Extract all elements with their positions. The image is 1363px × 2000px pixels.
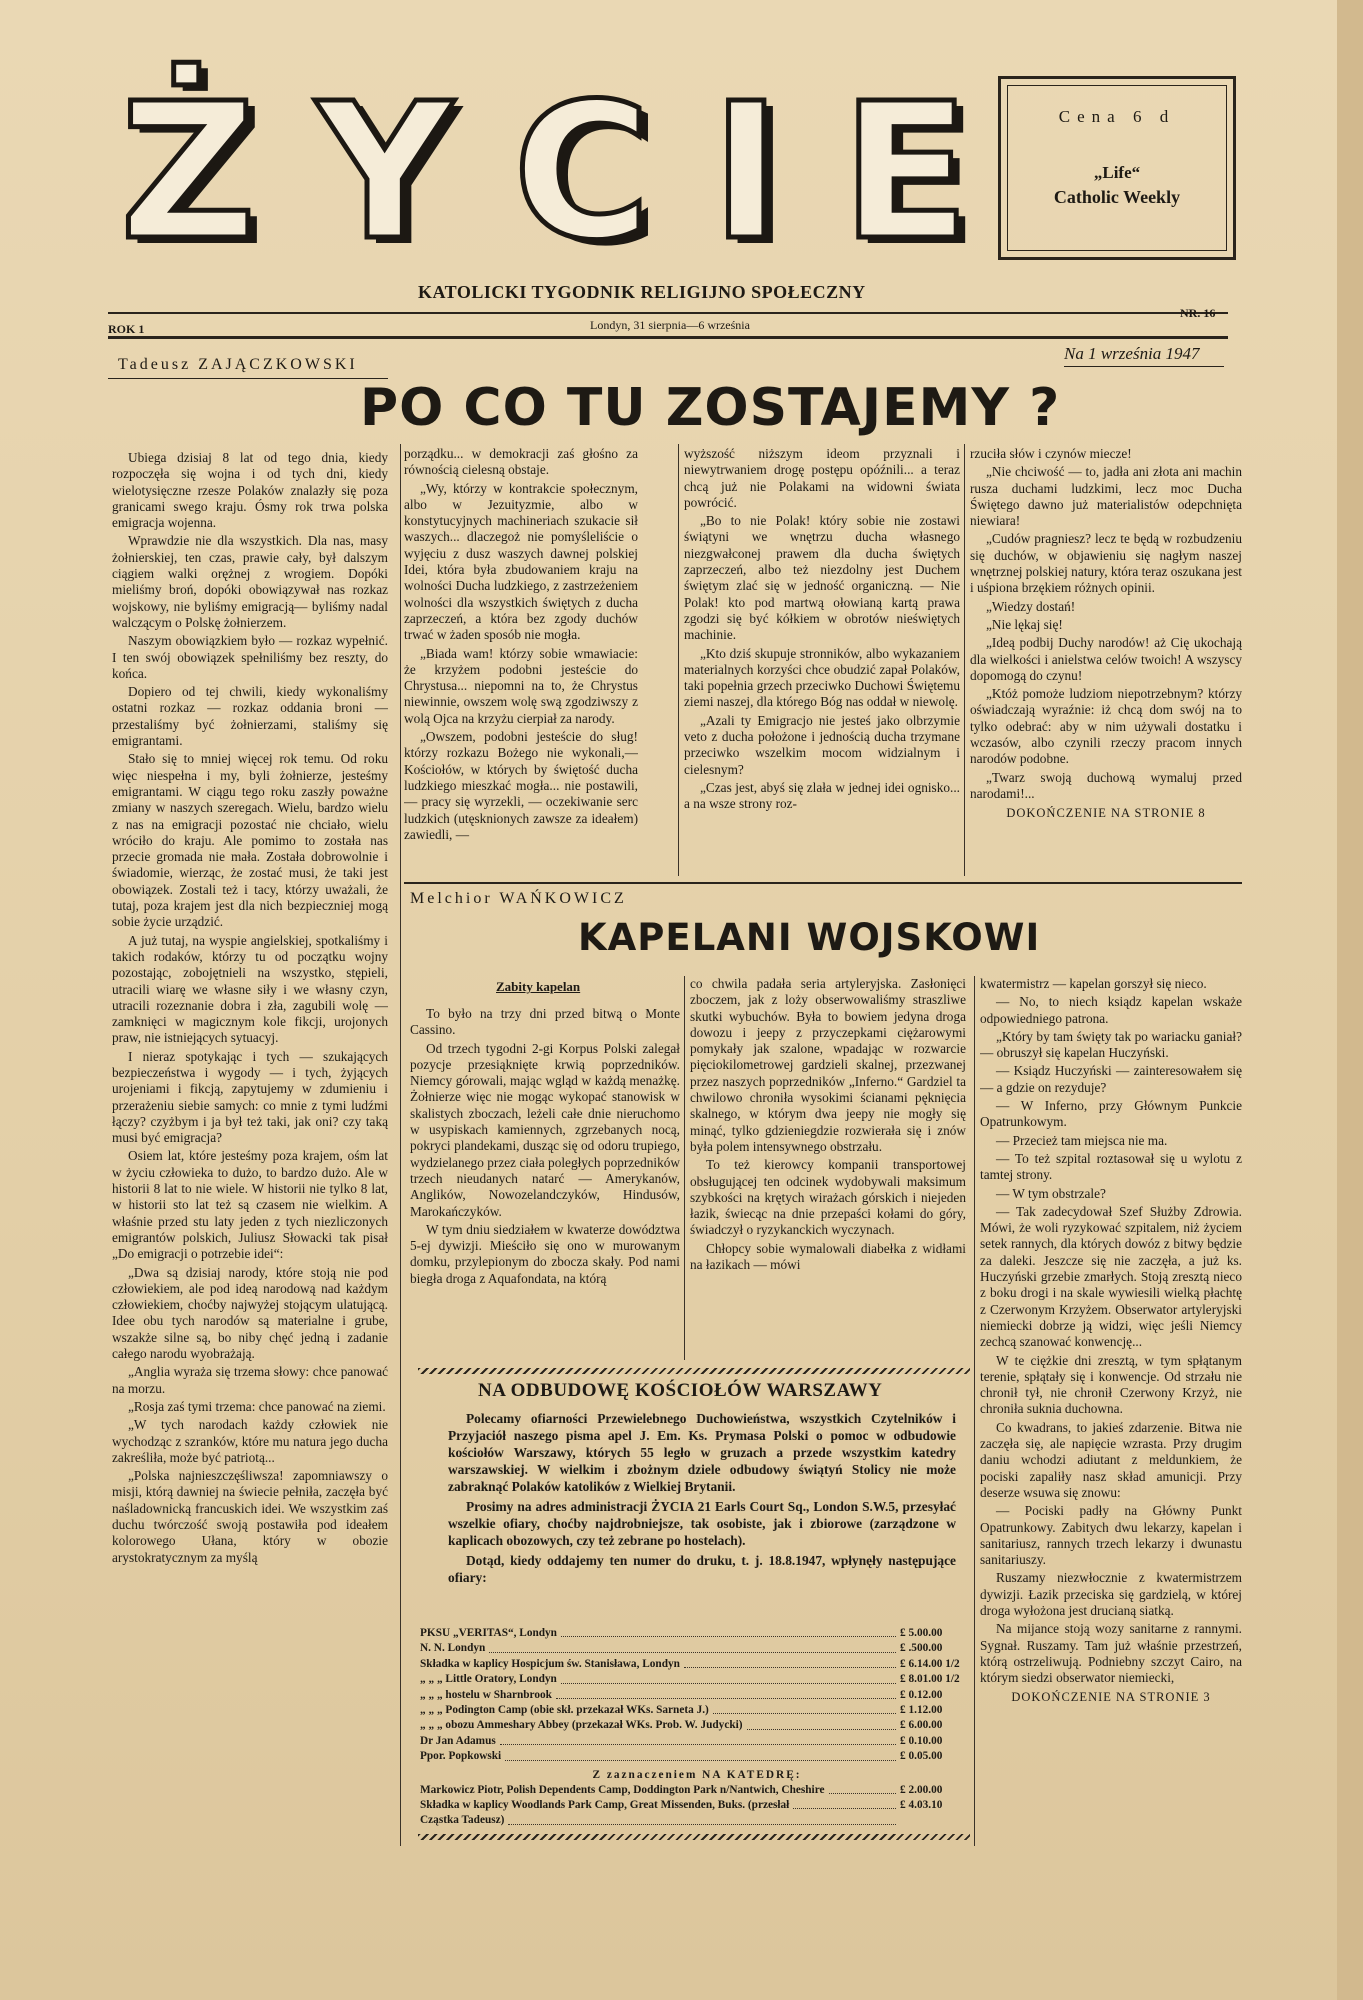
paragraph: „Wiedzy dostań! xyxy=(986,598,1076,614)
column-divider xyxy=(678,444,679,876)
price: Cena 6 d xyxy=(1058,107,1176,126)
paragraph: Wprawdzie nie dla wszystkich. Dla nas, masy żołnierskiej, ten czas, prawie cały, był dalszym ciągiem walki orężnej z wrogiem. Dopóki mieliśmy broń, dopóki obowiązywał nas rozkaz wojskowy, nie byliśmy emigracją— byliśmy nadal walczącym o Polskę żołnierzem. xyxy=(112,533,388,630)
paragraph: „Czas jest, abyś się zlała w jednej idei ognisko... a na wsze strony roz- xyxy=(684,779,960,812)
paragraph: To też kierowcy kompanii transportowej obsługującej ten odcinek wydobywali maksimum szybkości na krętych wirażach górskich i niejeden łazik, świecąc na dnie przepaści kołami do góry, świadczył o ryzykanckich wyczynach. xyxy=(690,1157,966,1238)
paragraph: Ubiega dzisiaj 8 lat od tego dnia, kiedy rozpoczęła się wojna i od tych dni, kiedy wielotysięczne rzesze Polaków znalazły się poza granicami swego kraju. Ósmy rok trwa polska emigracja wojenna. xyxy=(112,450,388,531)
article2-column-3 xyxy=(980,976,1242,1846)
paragraph: Co kwadrans, to jakieś zdarzenie. Bitwa nie zaczęła się, ale napięcie wzrasta. Przy drugim daniu wchodzi adiutant z meldunkiem, że pociski zapaliły nasz skład amunicji. Przy deserze wsuwa się znowu: xyxy=(980,1419,1242,1500)
donation-amount: £ 1.12.00 xyxy=(900,1703,943,1716)
paragraph: wyższość niższym ideom przyznali i niewytrwaniem drogę postępu opóźnili... a teraz chcą już nie Polakami na widowni świata powrócić. xyxy=(684,446,960,510)
donation-row xyxy=(420,1734,974,1749)
catholic-weekly-label: Catholic Weekly xyxy=(1053,187,1181,207)
paragraph: „Bo to nie Polak! który sobie nie zostawi świątyni we wnętrzu ducha własnego niezgwałconej prawem dla ducha świętych zaprzeczeń, albo też niezdolny jest Duchem świętym zlać się w jedność organiczną. — Nie Polak! kto pod martwą ołowianą kartą prawa zgodzi się być kółkiem w obrotów nieświętych machinie. xyxy=(684,513,960,643)
leader-dots xyxy=(684,1657,896,1668)
paragraph: W te ciężkie dni zresztą, w tym spłątanym terenie, spłątały się i konwencje. Od strzału nie chronił tył, nie chronił Czerwony Krzyż, nie chroniła suknia duchowna. xyxy=(980,1352,1242,1417)
paragraph: I nieraz spotykając i tych — szukających bezpieczeństwa i wygody — i tych, żyjących urojeniami i fikcją, zapytujemy w zdumieniu i przerażeniu siebie samych: co mnie z tymi ludźmi łączy? czyżbym i ja był też taki, jak oni? czy taką musi być emigracja? xyxy=(112,1048,388,1146)
price-box xyxy=(998,76,1236,260)
leader-dots xyxy=(508,1813,896,1824)
article2-column-1 xyxy=(410,1006,680,1358)
column-divider xyxy=(964,444,965,876)
paragraph: „Owszem, podobni jesteście do sług! którzy rozkazu Bożego nie wykonali,— Kościołów, w których by świętość ducha ludzkiego mieszkać mogła... nie postawili, — pracy się wyrzekli, — oczekiwanie serc ludzkich (utęsknionych zawsze za ideałem) zawiedli, — xyxy=(404,729,638,842)
donor-name: „ „ „ hostelu w Sharnbrook xyxy=(420,1688,552,1701)
paragraph: „Nie chciwość — to, jadła ani złota ani machin rusza duchami ludzkimi, lecz moc Ducha Świętego dawno już materialistów odepchnięta niewiara! xyxy=(970,464,1242,529)
paragraph: — W tym obstrzale? xyxy=(996,1185,1106,1201)
donation-amount: £ 0.12.00 xyxy=(900,1688,943,1701)
donation-amount: £ 0.10.00 xyxy=(900,1734,943,1747)
article1-column-3 xyxy=(684,446,960,874)
donation-row xyxy=(420,1749,974,1764)
donor-name: Składka w kaplicy Hospicjum św. Stanisława, Londyn xyxy=(420,1657,680,1670)
paragraph: Naszym obowiązkiem było — rozkaz wypełnić. I ten swój obowiązek spełniliśmy bez reszty, do końca. xyxy=(112,633,388,681)
masthead-rule-top xyxy=(108,312,1228,314)
paragraph: Dopiero od tej chwili, kiedy wykonaliśmy ostatni rozkaz — rozkaz oddania broni — przestaliśmy być żołnierzami, staliśmy się emigrantami. xyxy=(112,684,388,749)
paragraph: — Pociski padły na Główny Punkt Opatrunkowy. Zabitych dwu lekarzy, kapelan i sanitariusz, rannych trzech lekarzy i dwunastu sanitariuszy. xyxy=(980,1503,1242,1568)
appeal-paragraph: Polecamy ofiarności Przewielebnego Duchowieństwa, wszystkich Czytelników i Przyjaciół naszego pisma apel J. Em. Ks. Prymasa Polski o pomoc w odbudowie kościołów Warszawy, których 55 legło w gruzach a przede wszystkim katedry warszawskiej. W wielkim i zbożnym dziele odbudowy świątyń Stolicy nie może zabraknąć Polaków katolików z Wielkiej Brytanii. xyxy=(448,1411,956,1494)
donor-name: PKSU „VERITAS“, Londyn xyxy=(420,1627,557,1639)
volume-label: ROK 1 xyxy=(108,322,145,336)
donor-name: Ppor. Popkowski xyxy=(420,1750,502,1763)
donation-row xyxy=(420,1657,974,1672)
paragraph: — Tak zadecydował Szef Służby Zdrowia. Mówi, że woli ryzykować szpitalem, niż życiem setek rannych, dla których dowóz z bitwy będzie za daleki. Jeszcze się nie zaczęła, a już ks. Huczyński grzebie zmarłych. Stoją zresztą nieco z boku drogi i na skale wywiesili wielką płachtę z Czerwonym Krzyżem. Obserwator artyleryjski niemiecki dobrze ją widzi, więc jeśli Niemcy zechcą szanować konwencję... xyxy=(980,1203,1242,1350)
paragraph: kwatermistrz — kapelan gorszył się nieco. xyxy=(980,976,1207,991)
donation-amount: £ 2.00.00 xyxy=(900,1783,943,1796)
donation-row xyxy=(420,1626,974,1641)
leader-dots xyxy=(747,1718,896,1729)
paragraph: — Ksiądz Huczyński — zainteresowałem się — a gdzie on rezyduje? xyxy=(980,1063,1242,1095)
paragraph: „Któż pomoże ludziom niepotrzebnym? którzy oświadczają wyraźnie: iż chcą dom swój na to tylko odebrać: aby w nim używali dostatku i wczasów, albo czynili rzeczy pracom innych narodów podobne. xyxy=(970,686,1242,767)
donation-row xyxy=(420,1672,974,1687)
issue-date: Na 1 września 1947 xyxy=(1064,344,1200,363)
paragraph: — Przecież tam miejsca nie ma. xyxy=(996,1132,1168,1148)
donor-name: „ „ „ obozu Ammeshary Abbey (przekazał WKs. Prob. W. Judycki) xyxy=(420,1719,743,1732)
leader-dots xyxy=(561,1626,896,1637)
continued-note: DOKOŃCZENIE NA STRONIE 3 xyxy=(1011,1690,1211,1705)
donation-amount: £ 4.03.10 xyxy=(900,1798,943,1811)
paragraph: — W Inferno, przy Głównym Punkcie Opatrunkowym. xyxy=(980,1098,1242,1130)
donation-row xyxy=(420,1641,974,1656)
donation-amount: £ 6.00.00 xyxy=(900,1719,943,1732)
appeal-paragraph: Dotąd, kiedy oddajemy ten numer do druku, t. j. 18.8.1947, wpłynęły następujące ofiary: xyxy=(448,1553,956,1585)
paragraph: „Nie lękaj się! xyxy=(986,616,1063,632)
paragraph: — No, to niech ksiądz kapelan wskaże odpowiedniego patrona. xyxy=(980,994,1242,1026)
donor-name: N. N. Londyn xyxy=(420,1642,486,1655)
price-box-inner-frame xyxy=(1007,85,1227,251)
article1-column-2 xyxy=(404,446,638,874)
leader-dots xyxy=(713,1703,896,1714)
paragraph: A już tutaj, na wyspie angielskiej, spotkaliśmy i takich rodaków, którzy tu od początku wojny pozostając, zobojętnieli na wszystko, stępieli, utracili wiarę we własne siły i we własny czyn, utracili rozeznanie dobra i zła, zagubili wolę — zamknięci w magicznym kole fikcji, urojonych praw, nie istniejących sytuacyj. xyxy=(112,932,388,1046)
article2-column-2 xyxy=(690,976,966,1360)
leader-dots xyxy=(793,1798,896,1809)
donation-amount: £ 8.01.00 1/2 xyxy=(900,1673,960,1686)
appeal-body xyxy=(448,1410,956,1589)
donation-row xyxy=(420,1783,974,1798)
article1-headline: PO CO TU ZOSTAJEMY ? xyxy=(360,378,1061,438)
paragraph: — To też szpital roztasował się u wylotu z tamtej strony. xyxy=(980,1150,1242,1183)
leader-dots xyxy=(505,1749,896,1760)
life-label: „Life“ xyxy=(1093,163,1141,182)
masthead-letter: Ż xyxy=(120,63,267,282)
article1-column-4 xyxy=(970,446,1242,874)
article1-author: Tadeusz ZAJĄCZKOWSKI xyxy=(118,356,358,373)
donor-name: Dr Jan Adamus xyxy=(420,1734,496,1747)
paragraph: rzuciła słów i czynów miecze! xyxy=(970,446,1132,461)
paragraph: W tym dniu siedziałem w kwaterze dowództwa 5-ej dywizji. Mieściło się ono w murowanym domku, przylepionym do zbocza skały. Pod nami biegła droga z Aquafondata, na którą xyxy=(410,1221,680,1286)
paragraph: „Ideą podbij Duchy narodów! aż Cię ukochają dla wielkości i anielstwa celów twoich! A wszyscy dopomogą do czynu! xyxy=(970,635,1242,683)
donation-amount: £ 5.00.00 xyxy=(900,1627,943,1639)
article1-column-1 xyxy=(112,450,388,1846)
donation-row xyxy=(420,1688,974,1703)
masthead-letter: Y xyxy=(316,63,463,282)
paragraph: „Cudów pragniesz? lecz te będą w rozbudzeniu się duchów, w objawieniu się nagłym naszej wnętrznej polskiej natury, która teraz oszukana jest i uśpiona brzękiem różnych opinii. xyxy=(970,531,1242,596)
donation-amount: £ 0.05.00 xyxy=(900,1750,943,1763)
donor-name: Markowicz Piotr, Polish Dependents Camp, Doddington Park n/Nantwich, Cheshire xyxy=(420,1783,825,1796)
paragraph: Chłopcy sobie wymalowali diabełka z widłami na łazikach — mówi xyxy=(690,1240,966,1273)
paragraph: „Dwa są dzisiaj narody, które stoją nie pod człowiekiem, ale pod ideą narodową nad każdym człowiekiem, choćby najwyżej stojącym ulatującą. Idee obu tych narodów są materialne i grube, wszakże silne są, bo niby chęć jedną i zadanie całego narodu wyobrażają. xyxy=(112,1264,388,1362)
donation-amount xyxy=(900,1813,974,1828)
column-divider xyxy=(974,976,975,1846)
article2-author: Melchior WAŃKOWICZ xyxy=(410,890,627,907)
appeal-border-top xyxy=(418,1368,970,1374)
issue-date-underline xyxy=(1064,366,1224,367)
column-divider xyxy=(400,444,401,1846)
paragraph: co chwila padała seria artyleryjska. Zasłonięci zboczem, jak z loży obserwowaliśmy straszliwe skutki wybuchów. Była to bowiem jedyna droga dowozu i jeepy z przyczepkami ciężarowymi pomykały jak szalone, wpadając w rozwarcie pięciokilometrowej gardzieli skalnej, przezwanej przez naszych poprzedników „Inferno.“ Gardziel ta chwilowo chroniła wysokimi ścianami pęknięcia skalnego, w którym dwa jeepy nie mogły się minąć, tylko gdzieniegdzie rozwierała się i znów była polem intensywnego obstrzału. xyxy=(690,976,966,1154)
paragraph: Ruszamy niezwłocznie z kwatermistrzem dywizji. Łazik przeciska się gardzielą, w której droga wyłożona jest drucianą siatką. xyxy=(980,1570,1242,1618)
donation-row xyxy=(420,1718,974,1733)
appeal-paragraph: Prosimy na adres administracji ŻYCIA 21 Earls Court Sq., London S.W.5, przesyłać wszelkie ofiary, choćby najdrobniejsze, tak osobiste, jak i zbiorowe (zarządzone w kaplicach obozowych, czy też zebrane po hostelach). xyxy=(448,1499,956,1548)
paragraph: Stało się to mniej więcej rok temu. Od roku więc niespełna i my, byli żołnierze, jesteśmy emigrantami. W ciągu tego roku zaszły poważne zmiany w naszych szeregach. Wielu, bardzo wielu z nas na emigracji pozostać nie chciało, wielu wróciło do kraju. Ale pomimo to została nas przecie gromada nie mała. Została dobrowolnie i świadomie, wierząc, że zostać musi, że taki jest obowiązek. Zostali też i tacy, którzy uważali, że tutaj, poza krajem jest dla nich bezpieczniej mogą sobie życie urządzić. xyxy=(112,751,388,930)
continued-note: DOKOŃCZENIE NA STRONIE 8 xyxy=(1006,806,1206,821)
paragraph: „W tych narodach każdy człowiek nie wychodząc z szranków, które mu natura jego ducha zakreśliła, może być patriotą... xyxy=(112,1417,388,1465)
donor-name: Cząstka Tadeusz) xyxy=(420,1814,505,1827)
katedra-header: Z zaznaczeniem NA KATEDRĘ: xyxy=(592,1768,802,1781)
donation-amount: £ .500.00 xyxy=(900,1642,943,1655)
leader-dots xyxy=(500,1734,896,1745)
paragraph: „Wy, którzy w kontrakcie społecznym, albo w Jezuityzmie, albo w konstytucyjnych machineriach szukacie sił waszych... dlaczegoż nie pomyśleliście o wyjęciu z dusz waszych dawnej polskiej Idei, która była zbudowaniem kraju na wolności Ducha ludzkiego, z zastrzeżeniem wolności dla wszystkich świętych z ducha zaprzeczeń, a która bez zgody duchów trwać w żaden sposób nie mogła. xyxy=(404,480,638,643)
paragraph: „Biada wam! którzy sobie wmawiacie: że krzyżem podobni jesteście do Chrystusa... niepomni na to, że Chrystus niewinnie, owszem wolę swą zgodziwszy z wolą Ojca na krzyżu cierpiał za narody. xyxy=(404,645,638,726)
leader-dots xyxy=(561,1672,896,1683)
paragraph: To było na trzy dni przed bitwą o Monte Cassino. xyxy=(410,1006,680,1038)
leader-dots xyxy=(829,1783,896,1794)
issue-number: NR. 16 xyxy=(1180,306,1216,320)
page-edge xyxy=(1337,0,1363,2000)
dateline: Londyn, 31 sierpnia—6 września xyxy=(590,318,750,332)
masthead-subtitle: KATOLICKI TYGODNIK RELIGIJNO SPOŁECZNY xyxy=(418,282,866,302)
paragraph: „Rosja zaś tymi trzema: chce panować na ziemi. xyxy=(128,1398,386,1414)
donor-name: „ „ „ Little Oratory, Londyn xyxy=(420,1673,557,1686)
author-underline xyxy=(108,378,388,379)
masthead-letter: C xyxy=(513,63,662,282)
paragraph: Od trzech tygodni 2-gi Korpus Polski zalegał pozycje przesiąknięte krwią poprzedników. Niemcy górowali, mając wgląd w każdą menażkę. Żołnierze więc nie mogąc wykopać stanowisk w skalistych zboczach, leżeli całe dnie nieruchomo w usypiskach kamiennych, zgrzebanych nocą, pokryci plandekami, dusząc się od odoru trupiego, wydzielanego przez ciała poległych poprzedników trzech nieudanych natarć — Amerykanów, Anglików, Nowozelandczyków, Hindusów, Marokańczyków. xyxy=(410,1040,680,1219)
donation-row xyxy=(420,1813,974,1828)
appeal-border-bottom xyxy=(418,1834,970,1840)
appeal-title: NA ODBUDOWĘ KOŚCIOŁÓW WARSZAWY xyxy=(478,1380,883,1401)
paragraph: „Anglia wyraża się trzema słowy: chce panować na morzu. xyxy=(112,1364,388,1396)
paragraph: Na mijance stoją wozy sanitarne z rannymi. Sygnał. Ruszamy. Tam już właśnie przestrzeń, którą ostrzeliwują. Podniebny szczyt Cairo, na którym siedzi obserwator niemiecki, xyxy=(980,1621,1242,1686)
donation-row xyxy=(420,1703,974,1718)
donor-name: „ „ „ Podington Camp (obie skł. przekazał WKs. Sarneta J.) xyxy=(420,1703,709,1716)
donor-name: Składka w kaplicy Woodlands Park Camp, Great Missenden, Buks. (przesłał xyxy=(420,1798,790,1811)
masthead-rule-bottom xyxy=(108,336,1228,339)
leader-dots xyxy=(489,1641,896,1652)
masthead-letter: E xyxy=(841,63,980,282)
donation-row xyxy=(420,1798,974,1813)
paragraph: Osiem lat, które jesteśmy poza krajem, ośm lat w życiu człowieka to dużo, to bardzo dużo. Ale w historii 8 lat to nie wiele. W historii nie tylko 8 lat, w historii sto lat też są czasem nie wielkim. A właśnie przed stu laty jeden z tych niezliczonych emigrantów polskich, Juliusz Słowacki tak pisał „Do emigracji o potrzebie idei“: xyxy=(112,1148,388,1262)
donation-amount: £ 6.14.00 1/2 xyxy=(900,1657,960,1670)
masthead-title xyxy=(120,63,980,282)
article2-subhead: Zabity kapelan xyxy=(496,979,581,994)
leader-dots xyxy=(556,1688,896,1699)
column-divider xyxy=(684,976,685,1360)
donations-list xyxy=(420,1626,974,1829)
paragraph: „Kto dziś skupuje stronników, albo wykazaniem materialnych korzyści chce obudzić zapał Polaków, taki popełnia grzech przeciwko Duchowi Świętemu ziemi naszej, dla którego Bóg nas oddał w niewolę. xyxy=(684,645,960,710)
paragraph: „Polska najnieszczęśliwsza! zapomniawszy o misji, którą dawniej na świecie pełniła, zaczęła być naśladownicką francuskich idei. We wszystkim zaś duchu twórczość swoją postawiła pod ideałem kolorowego Ułana, który w obozie arystokratycznym za myślą xyxy=(112,1468,388,1565)
paragraph: „Który by tam święty tak po wariacku ganiał? — obruszył się kapelan Huczyński. xyxy=(980,1028,1242,1061)
paragraph: porządku... w demokracji zaś głośno za równością cielesną obstaje. xyxy=(404,446,638,478)
paragraph: „Twarz swoją duchową wymaluj przed narodami!... xyxy=(970,769,1242,801)
masthead-letter: I xyxy=(711,63,792,282)
article2-headline: KAPELANI WOJSKOWI xyxy=(578,916,1041,959)
article-separator xyxy=(404,882,1242,884)
paragraph: „Azali ty Emigracjo nie jesteś jako olbrzymie veto z ducha położone i jednością ducha trzymane przeciwko wszelkim mocom widzialnym i cielesnym? xyxy=(684,712,960,777)
